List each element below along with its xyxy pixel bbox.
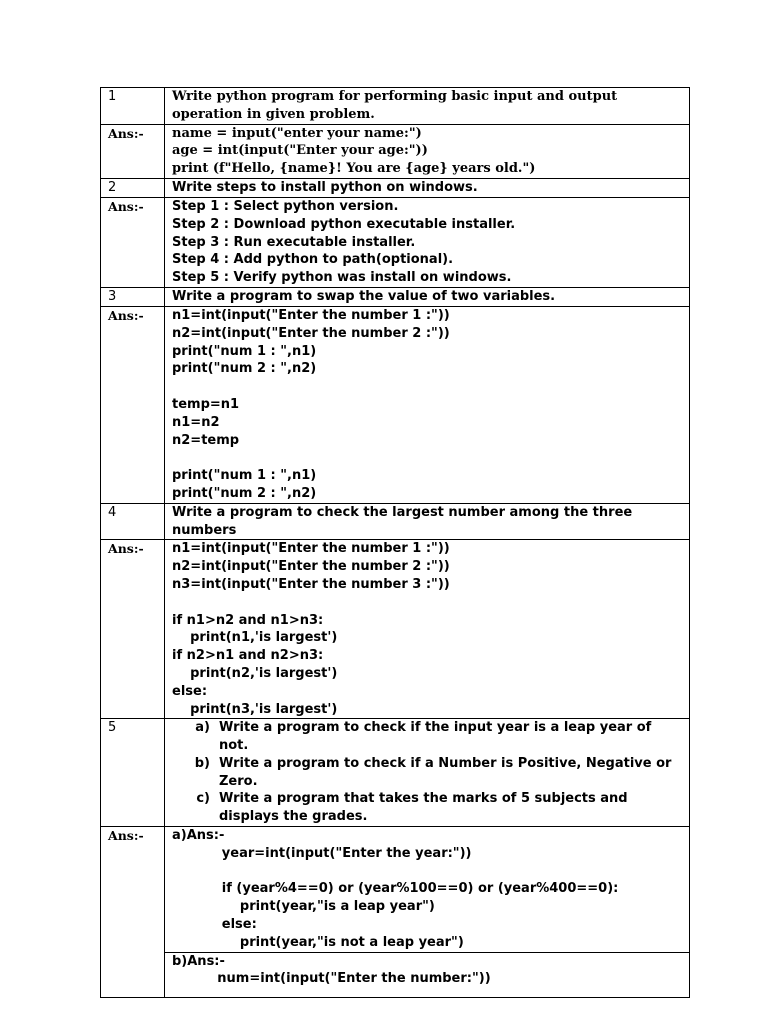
list-marker: b) xyxy=(194,755,210,771)
table-row xyxy=(101,287,690,306)
question-number: 1 xyxy=(101,88,165,125)
table-row xyxy=(101,306,690,503)
code-line: age = int(input("Enter your age:")) xyxy=(172,143,428,159)
code-line: print("num 2 : ",n2) xyxy=(172,361,317,377)
step-line: Step 4 : Add python to path(optional). xyxy=(172,252,454,268)
step-line: Step 3 : Run executable installer. xyxy=(172,234,416,250)
answer-block xyxy=(165,197,690,287)
table-row xyxy=(101,540,690,719)
code-line: num=int(input("Enter the number:")) xyxy=(172,971,491,987)
answer-label: Ans:- xyxy=(101,540,165,719)
subquestion-text: Write a program to check if a Number is Positive, Negative or Zero. xyxy=(219,755,672,789)
question-text: Write a program to check the largest number among the three numbers xyxy=(165,503,690,540)
question-text: Write a program to swap the value of two variables. xyxy=(165,287,690,306)
code-line: if n2>n1 and n2>n3: xyxy=(172,648,324,664)
code-line: if (year%4==0) or (year%100==0) or (year%400==0): xyxy=(172,881,619,897)
code-line: n1=int(input("Enter the number 1 :")) xyxy=(172,541,450,557)
code-line: n2=int(input("Enter the number 2 :")) xyxy=(172,325,450,341)
subquestion-text: Write a program to check if the input year is a leap year of not. xyxy=(219,720,652,754)
subquestion-item xyxy=(172,755,682,791)
code-line: else: xyxy=(172,683,208,699)
answer-label: Ans:- xyxy=(101,827,165,998)
code-line: else: xyxy=(172,917,257,933)
subquestion-item xyxy=(172,719,682,755)
list-marker: a) xyxy=(195,720,210,736)
table-row xyxy=(101,952,690,997)
table-row xyxy=(101,88,690,125)
answer-block-b xyxy=(165,952,690,997)
answer-block xyxy=(165,306,690,503)
code-line: n3=int(input("Enter the number 3 :")) xyxy=(172,576,450,592)
code-line: temp=n1 xyxy=(172,396,240,412)
code-line: name = input("enter your name:") xyxy=(172,125,422,141)
step-line: Step 2 : Download python executable installer. xyxy=(172,216,516,232)
list-marker: c) xyxy=(196,791,210,807)
question-text: Write steps to install python on windows. xyxy=(165,178,690,197)
subquestion-text: Write a program that takes the marks of 5 subjects and displays the grades. xyxy=(219,791,628,825)
code-line xyxy=(172,449,682,467)
table-row xyxy=(101,197,690,287)
code-line: print("num 1 : ",n1) xyxy=(172,468,317,484)
answer-block xyxy=(165,540,690,719)
question-number: 5 xyxy=(101,719,165,827)
question-number: 2 xyxy=(101,178,165,197)
step-line: Step 1 : Select python version. xyxy=(172,198,399,214)
code-line: if n1>n2 and n1>n3: xyxy=(172,612,324,628)
answer-heading: b)Ans:- xyxy=(172,953,225,969)
table-row xyxy=(101,178,690,197)
question-text: Write python program for performing basic input and output operation in given problem. xyxy=(165,88,690,125)
code-line: print(n3,'is largest') xyxy=(172,701,338,717)
table-row xyxy=(101,827,690,953)
code-line xyxy=(172,378,682,396)
subquestion-list xyxy=(165,719,690,827)
answer-label: Ans:- xyxy=(101,124,165,178)
code-line xyxy=(172,863,682,881)
code-line: print (f"Hello, {name}! You are {age} years old.") xyxy=(172,161,536,177)
answer-block xyxy=(165,124,690,178)
code-line: print("num 1 : ",n1) xyxy=(172,343,317,359)
answer-block-a xyxy=(165,827,690,953)
table-row xyxy=(101,503,690,540)
table-row xyxy=(101,124,690,178)
code-line: n2=int(input("Enter the number 2 :")) xyxy=(172,559,450,575)
answer-label: Ans:- xyxy=(101,197,165,287)
code-line: print(n2,'is largest') xyxy=(172,665,338,681)
subquestion-item xyxy=(172,790,682,826)
code-line xyxy=(172,594,682,612)
question-number: 4 xyxy=(101,503,165,540)
code-line: print("num 2 : ",n2) xyxy=(172,485,317,501)
code-line: n2=temp xyxy=(172,432,240,448)
code-line: print(year,"is a leap year") xyxy=(172,899,435,915)
code-line: year=int(input("Enter the year:")) xyxy=(172,845,472,861)
code-line: print(n1,'is largest') xyxy=(172,630,338,646)
qa-table xyxy=(100,87,690,998)
code-line: print(year,"is not a leap year") xyxy=(172,934,464,950)
code-line: n1=n2 xyxy=(172,414,220,430)
question-number: 3 xyxy=(101,287,165,306)
step-line: Step 5 : Verify python was install on windows. xyxy=(172,270,512,286)
table-row xyxy=(101,719,690,827)
code-line: n1=int(input("Enter the number 1 :")) xyxy=(172,307,450,323)
answer-label: Ans:- xyxy=(101,306,165,503)
answer-heading: a)Ans:- xyxy=(172,828,225,844)
